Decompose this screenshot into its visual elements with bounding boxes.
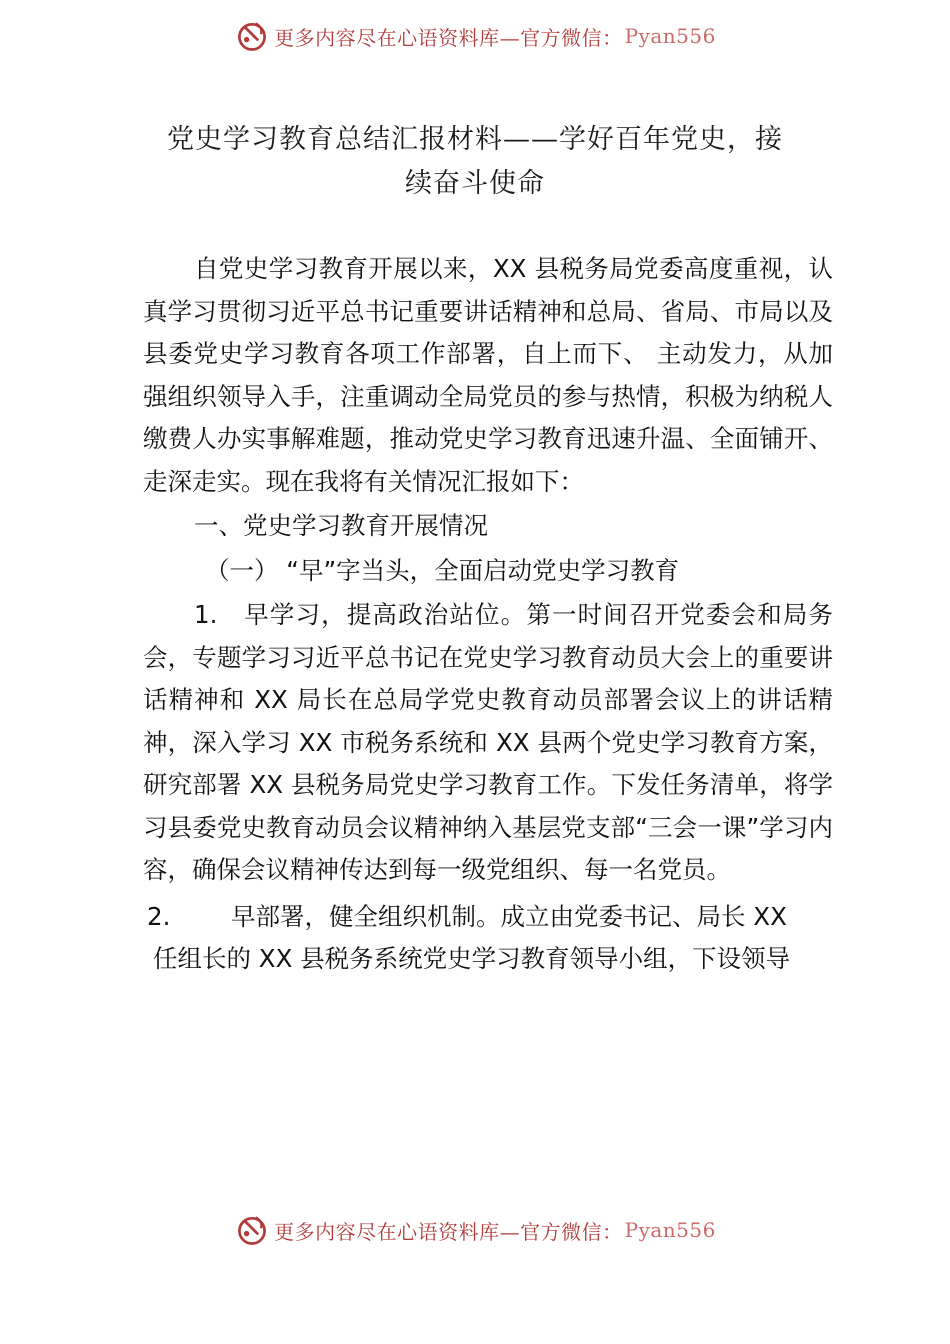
intro-paragraph: 自党史学习教育开展以来，XX 县税务局党委高度重视，认真学习贯彻习近平总书记重要讲话精神和总局、省局、市局以及县委党史学习教育各项工作部署，自上而下、 主动发力，从加强组织领导入手，注重调动全局党员的参与热情，积极为纳税人缴费人办实事解难题，推动党史学习教育迅速升温、全面铺开、走深走实。现在我将有关情况汇报如下： [143, 254, 833, 496]
item-1-paragraph: 1. 早学习，提高政治站位。第一时间召开党委会和局务会，专题学习习近平总书记在党史学习教育动员大会上的重要讲话精神和 XX 局长在总局学党史教育动员部署会议上的讲话精神，深入学习 XX 市税务系统和 XX 县两个党史学习教育方案，研究部署 XX 县税务局党史学习教育工作。下发任务清单，将学习县委党史教育动员会议精神纳入基层党支部“三会一课”学习内容，确保会议精神传达到每一级党组织、每一名党员。 [143, 600, 833, 884]
item-2-number: 2. [147, 901, 171, 931]
banner-wechat-id: Pyan556 [624, 1218, 716, 1242]
item-2-paragraph [143, 896, 833, 981]
banner-text: 更多内容尽在心语资料库—官方微信： [274, 25, 623, 50]
document-body [143, 248, 833, 981]
footer-banner [0, 1210, 950, 1250]
document-title [120, 118, 830, 206]
header-banner [0, 16, 950, 56]
section-heading: 一、党史学习教育开展情况 [194, 511, 488, 540]
banner-wechat-id: Pyan556 [624, 24, 716, 48]
title-line-2: 续奋斗使命 [405, 168, 545, 199]
title-line-1: 党史学习教育总结汇报材料——学好百年党史，接 [167, 124, 783, 155]
subsection-heading: （一） “早”字当头，全面启动党史学习教育 [205, 555, 680, 585]
item-2-line-1: 早部署，健全组织机制。成立由党委书记、局长 XX [231, 901, 787, 931]
logo-icon [234, 18, 270, 54]
banner-text: 更多内容尽在心语资料库—官方微信： [274, 1219, 623, 1244]
item-2-line-2: 任组长的 XX 县税务系统党史学习教育领导小组，下设领导 [153, 944, 791, 973]
logo-icon [234, 1212, 270, 1248]
